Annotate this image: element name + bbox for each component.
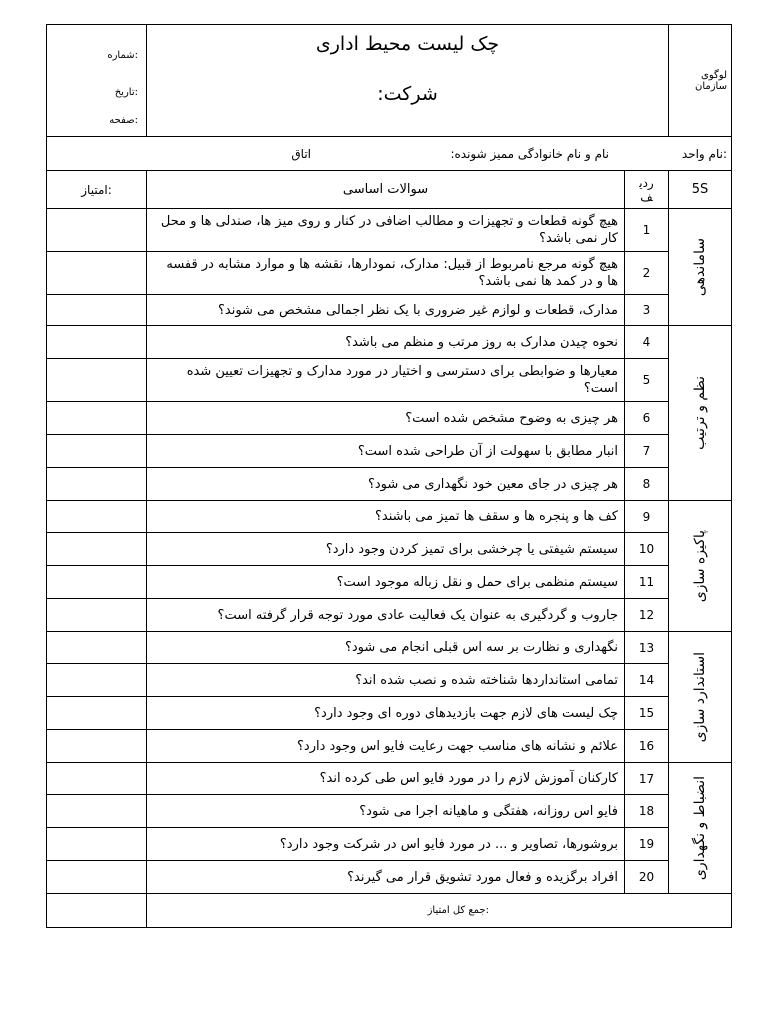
info-cell: [47, 137, 732, 171]
table-row: [47, 501, 732, 533]
score-cell[interactable]: [47, 295, 147, 326]
total-label-cell: [147, 894, 732, 928]
table-row: [47, 664, 732, 697]
table-row: [47, 828, 732, 861]
checklist-table: [46, 24, 732, 928]
table-row: [47, 697, 732, 730]
category-cell: [669, 632, 732, 763]
score-cell[interactable]: [47, 763, 147, 795]
category-label: انضباط و نگهداری: [692, 775, 708, 881]
page-title: چک لیست محیط اداری: [315, 33, 500, 55]
table-row: [47, 435, 732, 468]
question-text: هر چیزی در جای معین خود نگهداری می شود؟: [147, 468, 625, 501]
score-cell[interactable]: [47, 566, 147, 599]
row-number: 9: [625, 501, 669, 533]
question-text: هر چیزی به وضوح مشخص شده است؟: [147, 402, 625, 435]
score-cell[interactable]: [47, 795, 147, 828]
question-text: سیستم شیفتی یا چرخشی برای تمیز کردن وجود دارد؟: [147, 533, 625, 566]
question-text: بروشورها، تصاویر و ... در مورد فایو اس در شرکت وجود دارد؟: [147, 828, 625, 861]
table-row: [47, 326, 732, 359]
category-column-header: 5S: [669, 171, 732, 209]
question-text: علائم و نشانه های مناسب جهت رعایت فایو اس وجود دارد؟: [147, 730, 625, 763]
question-text: نحوه چیدن مدارک به روز مرتب و منظم می باشد؟: [147, 326, 625, 359]
score-cell[interactable]: [47, 501, 147, 533]
company-label: شرکت:: [377, 83, 438, 105]
org-logo-placeholder: لوگوی سازمان: [694, 69, 727, 92]
row-number: 10: [625, 533, 669, 566]
table-row: [47, 468, 732, 501]
question-text: سیستم منظمی برای حمل و نقل زباله موجود است؟: [147, 566, 625, 599]
question-text: نگهداری و نظارت بر سه اس قبلی انجام می شود؟: [147, 632, 625, 664]
row-number: 7: [625, 435, 669, 468]
score-cell[interactable]: [47, 828, 147, 861]
form-page-label: :صفحه: [109, 115, 138, 126]
total-score-label: :جمع کل امتیاز: [427, 905, 489, 916]
question-text: افراد برگزیده و فعال مورد تشویق قرار می گیرند؟: [147, 861, 625, 894]
row-number: 20: [625, 861, 669, 894]
score-cell[interactable]: [47, 533, 147, 566]
row-number: 17: [625, 763, 669, 795]
row-number: 13: [625, 632, 669, 664]
category-cell: [669, 326, 732, 501]
score-cell[interactable]: [47, 209, 147, 252]
table-row: [47, 599, 732, 632]
score-cell[interactable]: [47, 359, 147, 402]
checklist-sheet: [46, 24, 731, 928]
row-number: 8: [625, 468, 669, 501]
question-text: هیچ گونه قطعات و تجهیزات و مطالب اضافی در کنار و روی میز ها، صندلی ها و محل کار نمی باشد؟: [147, 209, 625, 252]
question-text: کارکنان آموزش لازم را در مورد فایو اس طی کرده اند؟: [147, 763, 625, 795]
logo-cell: [669, 25, 732, 137]
inspector-label: نام و نام خانوادگی ممیز شونده:: [450, 146, 609, 161]
category-label: استاندارد سازی: [692, 651, 708, 743]
column-header-row: [47, 171, 732, 209]
question-column-header: سوالات اساسی: [147, 171, 625, 209]
row-number: 16: [625, 730, 669, 763]
row-number: 14: [625, 664, 669, 697]
question-text: هیچ گونه مرجع نامربوط از قبیل: مدارک، نمودارها، نقشه ها و موارد مشابه در قفسه ها و در کمد ها نمی باشد؟: [147, 252, 625, 295]
total-score-cell[interactable]: [47, 894, 147, 928]
form-date-label: :تاریخ: [114, 87, 138, 98]
row-number: 19: [625, 828, 669, 861]
table-row: [47, 359, 732, 402]
score-column-header: :امتیاز: [47, 171, 147, 209]
form-title-cell: [147, 25, 669, 137]
table-row: [47, 209, 732, 252]
question-text: چک لیست های لازم جهت بازدیدهای دوره ای وجود دارد؟: [147, 697, 625, 730]
score-cell[interactable]: [47, 632, 147, 664]
row-number: 4: [625, 326, 669, 359]
table-row: [47, 763, 732, 795]
room-label: اتاق: [291, 146, 311, 161]
row-number: 2: [625, 252, 669, 295]
total-row: [47, 894, 732, 928]
table-row: [47, 795, 732, 828]
score-cell[interactable]: [47, 468, 147, 501]
table-row: [47, 402, 732, 435]
score-cell[interactable]: [47, 861, 147, 894]
row-number: 15: [625, 697, 669, 730]
score-cell[interactable]: [47, 326, 147, 359]
category-label: ساماندهی: [692, 237, 708, 297]
score-cell[interactable]: [47, 730, 147, 763]
question-text: جاروب و گردگیری به عنوان یک فعالیت عادی مورد توجه قرار گرفته است؟: [147, 599, 625, 632]
question-text: معیارها و ضوابطی برای دسترسی و اختیار در مورد مدارک و تجهیزات تعیین شده است؟: [147, 359, 625, 402]
row-number: 3: [625, 295, 669, 326]
table-row: [47, 861, 732, 894]
header-row: [47, 25, 732, 137]
question-text: فایو اس روزانه، هفتگی و ماهیانه اجرا می شود؟: [147, 795, 625, 828]
category-cell: [669, 209, 732, 326]
table-row: [47, 533, 732, 566]
score-cell[interactable]: [47, 435, 147, 468]
table-row: [47, 566, 732, 599]
category-cell: [669, 763, 732, 894]
row-number: 1: [625, 209, 669, 252]
row-number: 12: [625, 599, 669, 632]
table-row: [47, 632, 732, 664]
question-text: تمامی استانداردها شناخته شده و نصب شده اند؟: [147, 664, 625, 697]
score-cell[interactable]: [47, 697, 147, 730]
score-cell[interactable]: [47, 599, 147, 632]
question-text: انبار مطابق با سهولت از آن طراحی شده است؟: [147, 435, 625, 468]
unit-label: :نام واحد: [681, 146, 727, 161]
question-text: کف ها و پنجره ها و سقف ها تمیز می باشند؟: [147, 501, 625, 533]
category-label: پاکیزه سازی: [692, 529, 708, 603]
table-row: [47, 730, 732, 763]
row-number: 18: [625, 795, 669, 828]
form-number-label: :شماره: [107, 50, 138, 61]
score-cell[interactable]: [47, 402, 147, 435]
table-row: [47, 252, 732, 295]
question-text: مدارک، قطعات و لوازم غیر ضروری با یک نظر اجمالی مشخص می شوند؟: [147, 295, 625, 326]
score-cell[interactable]: [47, 664, 147, 697]
row-number: 5: [625, 359, 669, 402]
form-meta-cell: [47, 25, 147, 137]
row-number: 11: [625, 566, 669, 599]
table-row: [47, 295, 732, 326]
category-label: نظم و ترتیب: [692, 376, 708, 450]
row-column-header: ردیف: [625, 171, 669, 209]
category-cell: [669, 501, 732, 632]
score-cell[interactable]: [47, 252, 147, 295]
info-row: [47, 137, 732, 171]
row-number: 6: [625, 402, 669, 435]
